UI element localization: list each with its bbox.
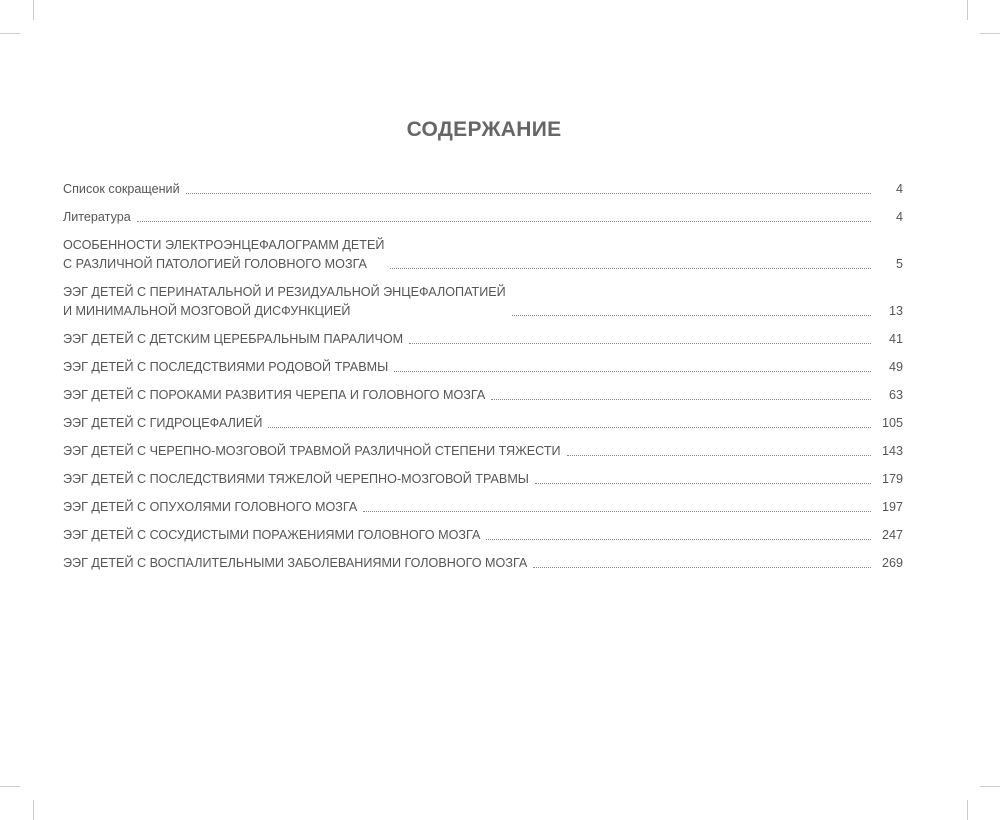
toc-entry-page: 5 xyxy=(895,257,903,271)
dot-leader xyxy=(268,427,871,428)
dot-leader xyxy=(390,268,871,269)
toc-entry-page: 63 xyxy=(888,388,903,402)
toc-entry-title: ЭЭГ ДЕТЕЙ С ВОСПАЛИТЕЛЬНЫМИ ЗАБОЛЕВАНИЯМИ ГОЛОВНОГО МОЗГА xyxy=(63,556,528,570)
toc-entry-title: ЭЭГ ДЕТЕЙ С ГИДРОЦЕФАЛИЕЙ xyxy=(63,416,263,430)
toc-entry-page: 179 xyxy=(881,472,903,486)
toc-entry-title: ЭЭГ ДЕТЕЙ С ОПУХОЛЯМИ ГОЛОВНОГО МОЗГА xyxy=(63,500,358,514)
toc-entry-title: ЭЭГ ДЕТЕЙ С ПОСЛЕДСТВИЯМИ ТЯЖЕЛОЙ ЧЕРЕПНО-МОЗГОВОЙ ТРАВМЫ xyxy=(63,472,529,486)
toc-entry[interactable] xyxy=(63,208,903,227)
toc-entry-title: ЭЭГ ДЕТЕЙ С ПОРОКАМИ РАЗВИТИЯ ЧЕРЕПА И ГОЛОВНОГО МОЗГА xyxy=(63,388,486,402)
dot-leader xyxy=(409,343,871,344)
dot-leader xyxy=(567,455,871,456)
toc-entry[interactable] xyxy=(63,498,903,517)
page-title: СОДЕРЖАНИЕ xyxy=(406,118,562,141)
toc-entry[interactable] xyxy=(63,554,903,573)
toc-entry[interactable] xyxy=(63,442,903,461)
crop-mark xyxy=(967,800,968,820)
table-of-contents xyxy=(63,180,903,582)
toc-entry-page: 143 xyxy=(881,444,903,458)
dot-leader xyxy=(486,539,871,540)
crop-mark xyxy=(33,0,34,20)
toc-entry[interactable] xyxy=(63,470,903,489)
dot-leader xyxy=(533,567,871,568)
toc-entry[interactable] xyxy=(63,414,903,433)
dot-leader xyxy=(137,221,871,222)
toc-entry[interactable] xyxy=(63,330,903,349)
toc-entry-page: 13 xyxy=(888,304,903,318)
dot-leader xyxy=(491,399,871,400)
toc-entry-title: ОСОБЕННОСТИ ЭЛЕКТРОЭНЦЕФАЛОГРАММ ДЕТЕЙ С РАЗЛИЧНОЙ ПАТОЛОГИЕЙ ГОЛОВНОГО МОЗГА xyxy=(63,238,385,271)
crop-mark xyxy=(967,0,968,20)
crop-mark xyxy=(980,786,1000,787)
toc-entry-title: ЭЭГ ДЕТЕЙ С ЧЕРЕПНО-МОЗГОВОЙ ТРАВМОЙ РАЗЛИЧНОЙ СТЕПЕНИ ТЯЖЕСТИ xyxy=(63,444,561,458)
crop-mark xyxy=(980,33,1000,34)
toc-entry-title: ЭЭГ ДЕТЕЙ С ПОСЛЕДСТВИЯМИ РОДОВОЙ ТРАВМЫ xyxy=(63,360,389,374)
toc-entry-title: Литература xyxy=(63,210,131,224)
crop-mark xyxy=(33,800,34,820)
toc-entry-title: ЭЭГ ДЕТЕЙ С СОСУДИСТЫМИ ПОРАЖЕНИЯМИ ГОЛОВНОГО МОЗГА xyxy=(63,528,481,542)
toc-entry-page: 105 xyxy=(881,416,903,430)
dot-leader xyxy=(363,511,871,512)
dot-leader xyxy=(394,371,871,372)
crop-mark xyxy=(0,786,20,787)
toc-entry-page: 4 xyxy=(895,182,903,196)
toc-entry-title: Список сокращений xyxy=(63,182,180,196)
toc-entry-page: 269 xyxy=(881,556,903,570)
toc-entry[interactable] xyxy=(63,180,903,199)
toc-entry-page: 247 xyxy=(881,528,903,542)
toc-entry[interactable] xyxy=(63,386,903,405)
toc-entry-page: 41 xyxy=(888,332,903,346)
toc-entry-page: 49 xyxy=(888,360,903,374)
toc-entry[interactable] xyxy=(63,283,903,321)
dot-leader xyxy=(535,483,871,484)
toc-entry[interactable] xyxy=(63,358,903,377)
toc-entry-page: 4 xyxy=(895,210,903,224)
toc-entry-title: ЭЭГ ДЕТЕЙ С ПЕРИНАТАЛЬНОЙ И РЕЗИДУАЛЬНОЙ ЭНЦЕФАЛОПАТИЕЙ И МИНИМАЛЬНОЙ МОЗГОВОЙ ДИСФУНКЦИЕЙ xyxy=(63,285,506,318)
dot-leader xyxy=(186,193,871,194)
toc-entry-page: 197 xyxy=(881,500,903,514)
dot-leader xyxy=(512,315,871,316)
toc-entry[interactable] xyxy=(63,236,903,274)
crop-mark xyxy=(0,33,20,34)
toc-entry-title: ЭЭГ ДЕТЕЙ С ДЕТСКИМ ЦЕРЕБРАЛЬНЫМ ПАРАЛИЧОМ xyxy=(63,332,404,346)
toc-entry[interactable] xyxy=(63,526,903,545)
